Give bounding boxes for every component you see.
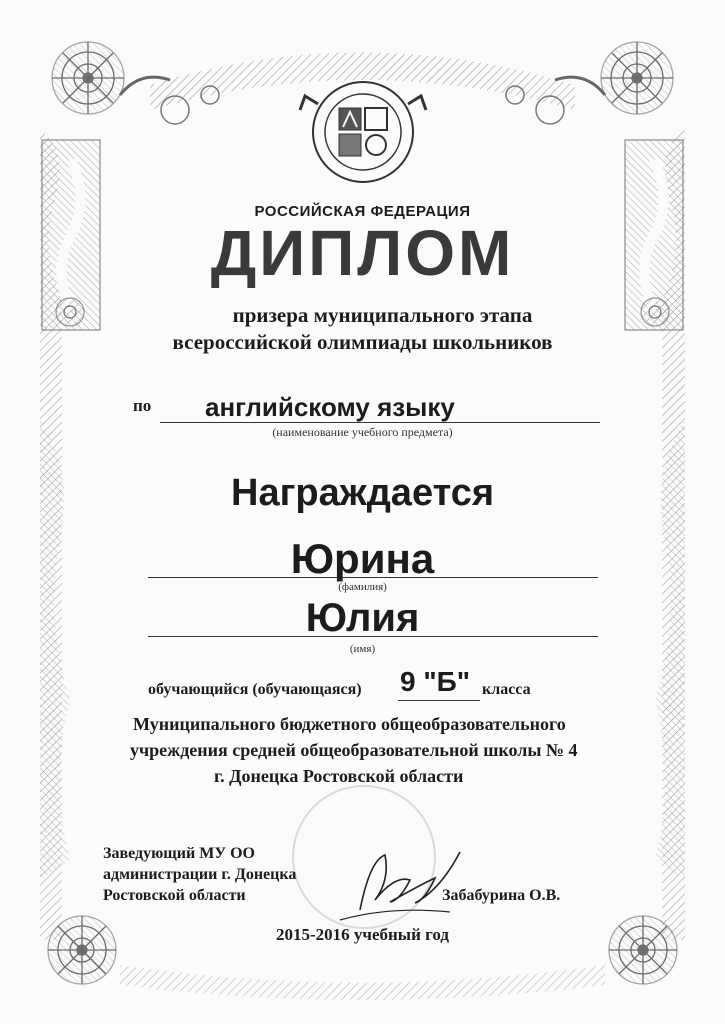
diploma-title: ДИПЛОМ [210, 217, 515, 289]
signer-line-1: Заведующий МУ ОО [103, 845, 255, 862]
awarded-label: Награждается [231, 472, 494, 514]
subtitle-line-2: всероссийской олимпиады школьников [172, 330, 553, 354]
subject-caption: (наименование учебного предмета) [272, 425, 453, 439]
subject-prefix: по [133, 396, 152, 415]
signer-name: Забабурина О.В. [442, 887, 561, 904]
school-line-1: Муниципального бюджетного общеобразовательного [133, 714, 566, 734]
olympiad-emblem [300, 82, 426, 182]
academic-year: 2015-2016 учебный год [275, 925, 450, 944]
grade-suffix: класса [482, 681, 531, 698]
school-line-3: г. Донецка Ростовской области [214, 766, 464, 786]
signer-line-3: Ростовской области [103, 887, 246, 904]
name-value: Юлия [305, 596, 420, 640]
country-label: РОССИЙСКАЯ ФЕДЕРАЦИЯ [254, 203, 471, 220]
grade-underline [398, 700, 480, 701]
surname-value: Юрина [290, 535, 435, 582]
rosette-top-left [52, 42, 124, 114]
name-caption: (имя) [349, 643, 376, 655]
subtitle-line-1: призера муниципального этапа [232, 303, 533, 327]
grade-value: 9 "Б" [400, 666, 471, 697]
subject-value: английскому языку [205, 392, 455, 422]
grade-prefix: обучающийся (обучающаяся) [148, 681, 362, 698]
school-line-2: учреждения средней общеобразовательной школы № 4 [130, 740, 578, 760]
rosette-top-right [601, 42, 673, 114]
signer-line-2: администрации г. Донецка [103, 866, 297, 883]
signature [330, 840, 470, 930]
surname-caption: (фамилия) [338, 581, 387, 593]
